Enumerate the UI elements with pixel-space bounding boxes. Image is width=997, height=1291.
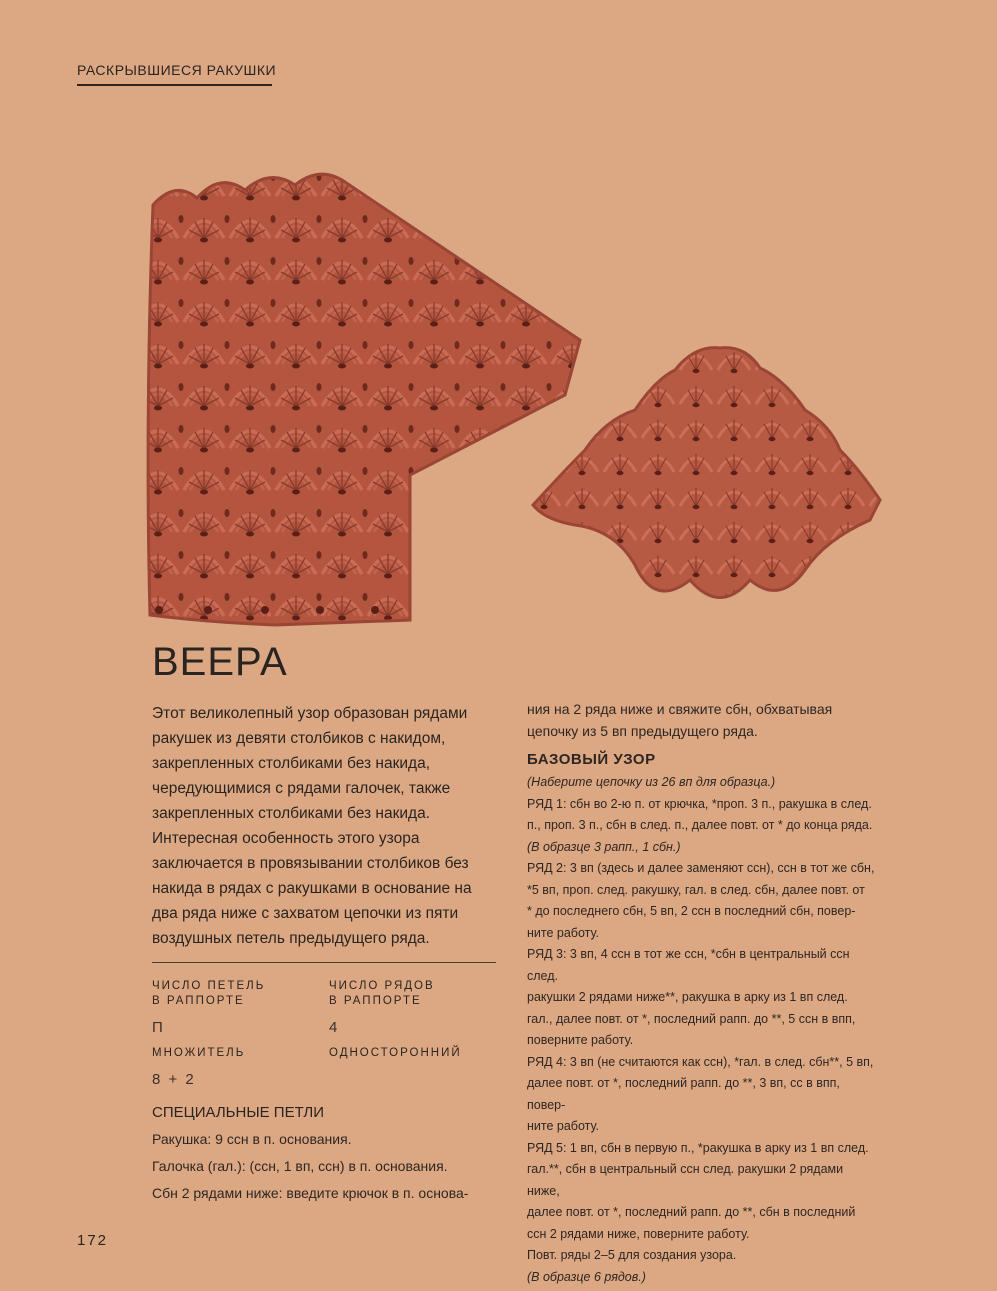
- intro-line: закрепленных столбиками без накида,: [152, 755, 431, 772]
- stitch-count-label-line: В РАППОРТЕ: [152, 995, 245, 1007]
- special-stitch-v: Галочка (гал.): (ссн, 1 вп, ссн) в п. основания.: [152, 1158, 448, 1174]
- multiplier-label: МНОЖИТЕЛЬ: [152, 1047, 246, 1059]
- multiplier-value: 8 + 2: [152, 1071, 196, 1088]
- intro-line: заключается в провязывании столбиков без: [152, 855, 469, 872]
- pattern-title: ВЕЕРА: [152, 640, 288, 684]
- large-swatch-photo: [135, 160, 585, 630]
- instruction-line: далее повт. от *, последний рапп. до **, 3 вп, сс в впп, повер-: [527, 1076, 840, 1112]
- instruction-line: РЯД 4: 3 вп (не считаются как ссн), *гал. в след. сбн**, 5 вп,: [527, 1054, 874, 1069]
- continuation-line: цепочку из 5 вп предыдущего ряда.: [527, 723, 758, 739]
- row-count-label-line: ЧИСЛО РЯДОВ: [329, 980, 435, 992]
- page-number: 172: [77, 1232, 109, 1249]
- base-pattern-note: (Наберите цепочку из 26 вп для образца.): [527, 775, 776, 789]
- intro-line: ракушек из девяти столбиков с накидом,: [152, 730, 446, 747]
- row-count-label-line: В РАППОРТЕ: [329, 995, 422, 1007]
- intro-line: накида в рядах с ракушками в основание на: [152, 880, 472, 897]
- instruction-line: поверните работу.: [527, 1033, 634, 1047]
- special-stitches-title: СПЕЦИАЛЬНЫЕ ПЕТЛИ: [152, 1104, 325, 1121]
- stats-divider: [152, 962, 496, 963]
- intro-line: закрепленных столбиками без накида.: [152, 805, 431, 822]
- instruction-line: РЯД 2: 3 вп (здесь и далее заменяют ссн), ссн в тот же сбн,: [527, 861, 875, 875]
- intro-text: [152, 701, 497, 951]
- base-pattern-title: БАЗОВЫЙ УЗОР: [527, 751, 656, 768]
- section-title: РАСКРЫВШИЕСЯ РАКУШКИ: [77, 62, 277, 78]
- continuation-line: ния на 2 ряда ниже и свяжите сбн, обхватывая: [527, 701, 833, 717]
- row-count-label: [329, 979, 435, 1009]
- section-title-underline: [77, 84, 272, 86]
- instruction-line: ните работу.: [527, 1119, 599, 1133]
- instruction-line: РЯД 1: сбн во 2-ю п. от крючка, *проп. 3 п., ракушка в след.: [527, 796, 872, 811]
- instruction-line: п., проп. 3 п., сбн в след. п., далее повт. от * до конца ряда.: [527, 818, 873, 832]
- instruction-line: ссн 2 рядами ниже, поверните работу.: [527, 1226, 750, 1241]
- instruction-line: РЯД 3: 3 вп, 4 ссн в тот же ссн, *сбн в центральный ссн след.: [527, 947, 850, 983]
- instruction-line: * до последнего сбн, 5 вп, 2 ссн в последний сбн, повер-: [527, 904, 856, 918]
- intro-line: воздушных петель предыдущего ряда.: [152, 930, 430, 947]
- intro-line: чередующимися с рядами галочек, также: [152, 780, 451, 797]
- continuation-text: [527, 698, 877, 742]
- instruction-line: (В образце 3 рапп., 1 сбн.): [527, 839, 681, 854]
- instruction-line: гал., далее повт. от *, последний рапп. до **, 5 ссн в впп,: [527, 1011, 856, 1026]
- one-sided-label: ОДНОСТОРОННИЙ: [329, 1047, 462, 1059]
- instruction-line: *5 вп, проп. след. ракушку, гал. в след. сбн, далее повт. от: [527, 882, 865, 897]
- instruction-line: Повт. ряды 2–5 для создания узора.: [527, 1248, 737, 1262]
- intro-line: Интересная особенность этого узора: [152, 830, 420, 847]
- instruction-line: далее повт. от *, последний рапп. до **, сбн в последний: [527, 1205, 856, 1219]
- row-count-value: 4: [329, 1019, 338, 1036]
- instruction-line: ните работу.: [527, 925, 599, 940]
- instruction-line: РЯД 5: 1 вп, сбн в первую п., *ракушка в арку из 1 вп след.: [527, 1140, 869, 1155]
- special-stitch-sc2below: Сбн 2 рядами ниже: введите крючок в п. основа-: [152, 1185, 469, 1201]
- stitch-count-label-line: ЧИСЛО ПЕТЕЛЬ: [152, 980, 266, 992]
- instruction-line: ракушки 2 рядами ниже**, ракушка в арку из 1 вп след.: [527, 990, 848, 1004]
- special-stitch-shell: Ракушка: 9 ссн в п. основания.: [152, 1131, 352, 1147]
- instruction-line: гал.**, сбн в центральный ссн след. ракушки 2 рядами ниже,: [527, 1162, 844, 1198]
- instructions-column: [527, 698, 877, 1288]
- stitch-count-label: [152, 979, 265, 1009]
- intro-line: два ряда ниже с захватом цепочки из пяти: [152, 905, 459, 922]
- intro-line: Этот великолепный узор образован рядами: [152, 705, 468, 722]
- instruction-line: (В образце 6 рядов.): [527, 1269, 646, 1284]
- stitch-count-value: П: [152, 1019, 163, 1036]
- small-swatch-photo: [525, 340, 885, 610]
